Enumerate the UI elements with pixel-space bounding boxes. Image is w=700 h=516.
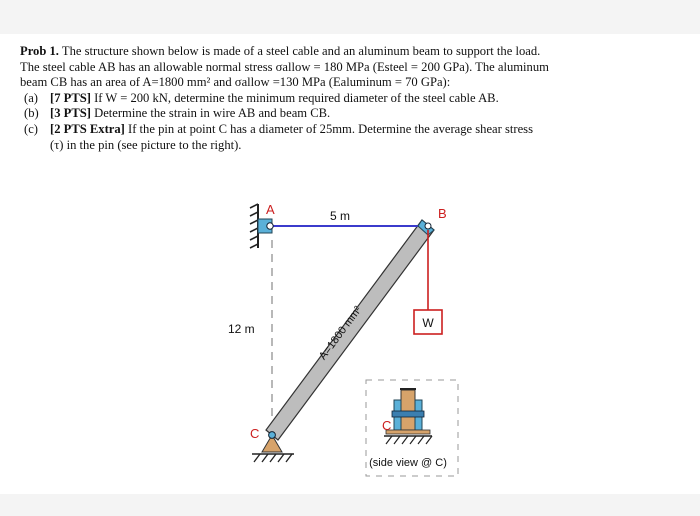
beam-area-label: A=1800 mm² bbox=[316, 304, 365, 363]
part-c-continuation: (τ) in the pin (see picture to the right). bbox=[50, 137, 242, 152]
part-c-points: [2 PTS Extra] bbox=[50, 121, 125, 136]
label-c: C bbox=[250, 426, 260, 441]
problem-heading: Prob 1. bbox=[20, 44, 59, 58]
part-c-tag: (c) bbox=[24, 121, 38, 136]
pin-a bbox=[258, 219, 273, 233]
dimension-horizontal: 5 m bbox=[329, 209, 351, 223]
part-b-text: Determine the strain in wire AB and beam CB. bbox=[94, 106, 331, 121]
label-b: B bbox=[438, 206, 447, 221]
part-a-text: If W = 200 kN, determine the minimum required diameter of the steel cable AB. bbox=[94, 90, 499, 105]
label-c-side: C bbox=[382, 418, 392, 433]
part-c-text: If the pin at point C has a diameter of 25mm. Determine the average shear stress bbox=[128, 121, 533, 136]
dimension-vertical: 12 m bbox=[228, 322, 255, 336]
wall-support-a bbox=[250, 204, 258, 248]
load-label: W bbox=[422, 316, 434, 330]
page bbox=[0, 34, 700, 494]
structure-diagram bbox=[0, 34, 700, 494]
part-b-tag: (b) bbox=[24, 106, 39, 121]
intro-line-3: beam CB has an area of A=1800 mm² and σallow =130 MPa (Ealuminum = 70 GPa): bbox=[20, 75, 451, 90]
part-a-tag: (a) bbox=[24, 90, 38, 105]
intro-text-1: The structure shown below is made of a steel cable and an aluminum beam to support the load. bbox=[61, 44, 541, 58]
part-b-points: [3 PTS] bbox=[50, 106, 91, 121]
label-a: A bbox=[266, 202, 275, 217]
side-view-caption: (side view @ C) bbox=[369, 457, 447, 469]
side-view-inset bbox=[366, 380, 458, 476]
intro-line-2: The steel cable AB has an allowable normal stress σallow = 180 MPa (Esteel = 200 GPa). The aluminum bbox=[20, 59, 549, 74]
part-a-points: [7 PTS] bbox=[50, 90, 91, 105]
